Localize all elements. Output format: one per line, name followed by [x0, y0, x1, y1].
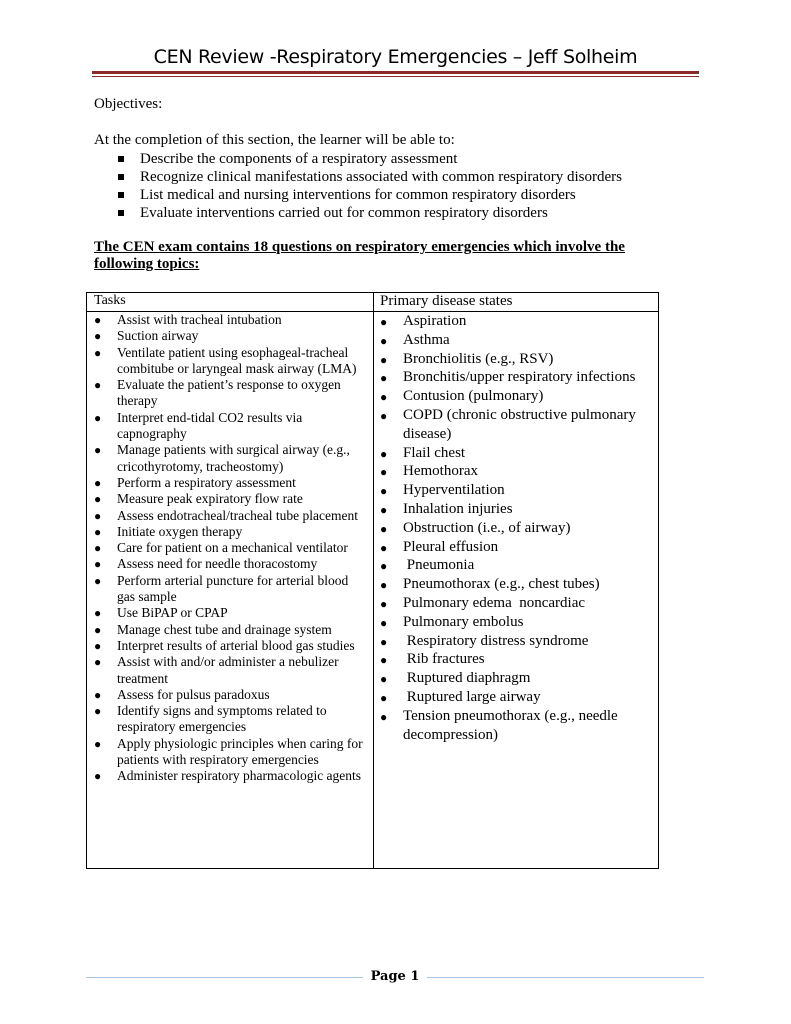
tasks-column-header: Tasks [94, 293, 126, 308]
bullet-icon: ● [94, 557, 102, 572]
footer-rule-right [427, 977, 704, 978]
disease-item: ● Pulmonary edema noncardiac [374, 594, 660, 613]
task-item: ● Use BiPAP or CPAP [94, 605, 228, 621]
task-item: ● Evaluate the patient’s response to oxygen therapy [94, 377, 341, 409]
bullet-icon: ● [94, 475, 102, 490]
bullet-icon: ● [94, 736, 102, 751]
task-item: ● Assess endotracheal/tracheal tube placement [94, 507, 359, 523]
task-item: ● Assist with tracheal intubation [94, 312, 282, 327]
disease-item: ● Respiratory distress syndrome [374, 632, 660, 651]
disease-item: ● Bronchitis/upper respiratory infections [374, 368, 660, 387]
bullet-icon: ● [94, 508, 102, 523]
page-header-title: CEN Review -Respiratory Emergencies – Jeff Solheim [153, 46, 638, 68]
objectives-title: Objectives: [94, 96, 163, 112]
task-item: ● Perform a respiratory assessment [94, 474, 296, 490]
bullet-icon: ● [94, 769, 102, 784]
task-item: ● Manage chest tube and drainage system [94, 621, 332, 637]
topics-table [86, 292, 659, 869]
disease-item: ● Inhalation injuries [374, 500, 660, 519]
task-item: ● Manage patients with surgical airway (e.g., cricothyrotomy, tracheostomy) [94, 442, 350, 474]
task-item: ● Measure peak expiratory flow rate [94, 491, 303, 507]
bullet-icon: ● [380, 333, 388, 348]
disease-item: ● Aspiration [374, 312, 660, 331]
bullet-icon: ● [94, 524, 102, 539]
task-item: ● Perform arterial puncture for arterial blood gas sample [94, 572, 349, 605]
bullet-icon: ● [94, 606, 102, 621]
objective-item: Evaluate interventions carried out for common respiratory disorders [94, 204, 622, 222]
bullet-icon: ● [94, 655, 102, 670]
header-rule-thick [92, 71, 699, 74]
bullet-icon: ● [380, 408, 388, 423]
task-item: ● Care for patient on a mechanical ventilator [94, 540, 348, 556]
diseases-column-header: Primary disease states [380, 293, 513, 309]
bullet-icon: ● [380, 672, 388, 687]
bullet-icon: ● [94, 638, 102, 653]
disease-item: ● COPD (chronic obstructive pulmonary disease) [380, 406, 636, 442]
task-item: ● Administer respiratory pharmacologic agents [94, 768, 362, 784]
disease-item: ● Pulmonary embolus [374, 613, 660, 632]
bullet-icon: ● [94, 443, 102, 458]
task-item: ● Assess for pulsus paradoxus [94, 686, 270, 702]
bullet-icon: ● [94, 378, 102, 393]
bullet-icon: ● [380, 315, 388, 329]
bullet-icon: ● [380, 615, 388, 630]
bullet-icon: ● [94, 622, 102, 637]
disease-item: ● Bronchiolitis (e.g., RSV) [374, 350, 660, 369]
bullet-icon: ● [380, 502, 388, 517]
bullet-icon: ● [94, 687, 102, 702]
bullet-icon: ● [94, 313, 102, 327]
square-bullet-icon [118, 192, 124, 198]
disease-item: ● Obstruction (i.e., of airway) [374, 519, 660, 538]
task-item: ● Ventilate patient using esophageal-tracheal combitube or laryngeal mask airway (LMA) [94, 344, 357, 376]
disease-item: ● Hyperventilation [374, 481, 660, 500]
objective-item: List medical and nursing interventions for common respiratory disorders [94, 186, 622, 204]
square-bullet-icon [118, 174, 124, 180]
bullet-icon: ● [380, 371, 388, 386]
bullet-icon: ● [380, 352, 388, 367]
objectives-intro: At the completion of this section, the learner will be able to: [94, 132, 455, 148]
task-item: ● Initiate oxygen therapy [94, 523, 243, 539]
disease-item: ● Contusion (pulmonary) [374, 387, 660, 406]
disease-item: ● Tension pneumothorax (e.g., needle decompression) [380, 707, 618, 743]
bullet-icon: ● [380, 540, 388, 555]
exam-note-heading: The CEN exam contains 18 questions on respiratory emergencies which involve the following topics: [94, 239, 625, 272]
disease-item: ● Asthma [374, 331, 660, 350]
task-item: ● Identify signs and symptoms related to respiratory emergencies [94, 703, 327, 735]
task-item: ● Assess need for needle thoracostomy [94, 556, 318, 572]
page-number: Page 1 [370, 969, 420, 984]
bullet-icon: ● [94, 329, 102, 344]
disease-item: ● Pleural effusion [374, 538, 660, 557]
footer-rule-left [86, 977, 363, 978]
bullet-icon: ● [380, 653, 388, 668]
objectives-list [94, 150, 622, 222]
task-item: ● Interpret end-tidal CO2 results via capnography [94, 409, 303, 442]
disease-item: ● Pneumothorax (e.g., chest tubes) [374, 575, 660, 594]
diseases-list [374, 312, 660, 744]
header-rule-thin [92, 76, 699, 77]
bullet-icon: ● [94, 541, 102, 556]
bullet-icon: ● [94, 492, 102, 507]
bullet-icon: ● [380, 484, 388, 499]
objective-item: Recognize clinical manifestations associated with common respiratory disorders [94, 168, 622, 186]
task-item: ● Assist with and/or administer a nebulizer treatment [94, 654, 339, 686]
objective-item: Describe the components of a respiratory assessment [94, 150, 622, 168]
tasks-list [87, 312, 373, 785]
disease-item: ● Ruptured large airway [374, 688, 660, 707]
bullet-icon: ● [94, 345, 102, 360]
disease-item: ● Pneumonia [374, 556, 660, 575]
bullet-icon: ● [380, 465, 388, 480]
bullet-icon: ● [380, 390, 388, 405]
task-item: ● Apply physiologic principles when caring for patients with respiratory emergencies [94, 735, 363, 768]
bullet-icon: ● [380, 559, 388, 574]
square-bullet-icon [118, 156, 124, 162]
bullet-icon: ● [94, 410, 102, 425]
bullet-icon: ● [380, 709, 388, 724]
bullet-icon: ● [380, 578, 388, 593]
task-item: ● Suction airway [94, 328, 199, 344]
bullet-icon: ● [94, 704, 102, 719]
disease-item: ● Flail chest [374, 444, 660, 463]
bullet-icon: ● [380, 634, 388, 649]
bullet-icon: ● [94, 573, 102, 588]
bullet-icon: ● [380, 596, 388, 611]
disease-item: ● Ruptured diaphragm [374, 669, 660, 688]
bullet-icon: ● [380, 690, 388, 705]
square-bullet-icon [118, 210, 124, 216]
bullet-icon: ● [380, 446, 388, 461]
bullet-icon: ● [380, 521, 388, 536]
disease-item: ● Hemothorax [374, 462, 660, 481]
disease-item: ● Rib fractures [374, 650, 660, 669]
task-item: ● Interpret results of arterial blood gas studies [94, 637, 355, 653]
